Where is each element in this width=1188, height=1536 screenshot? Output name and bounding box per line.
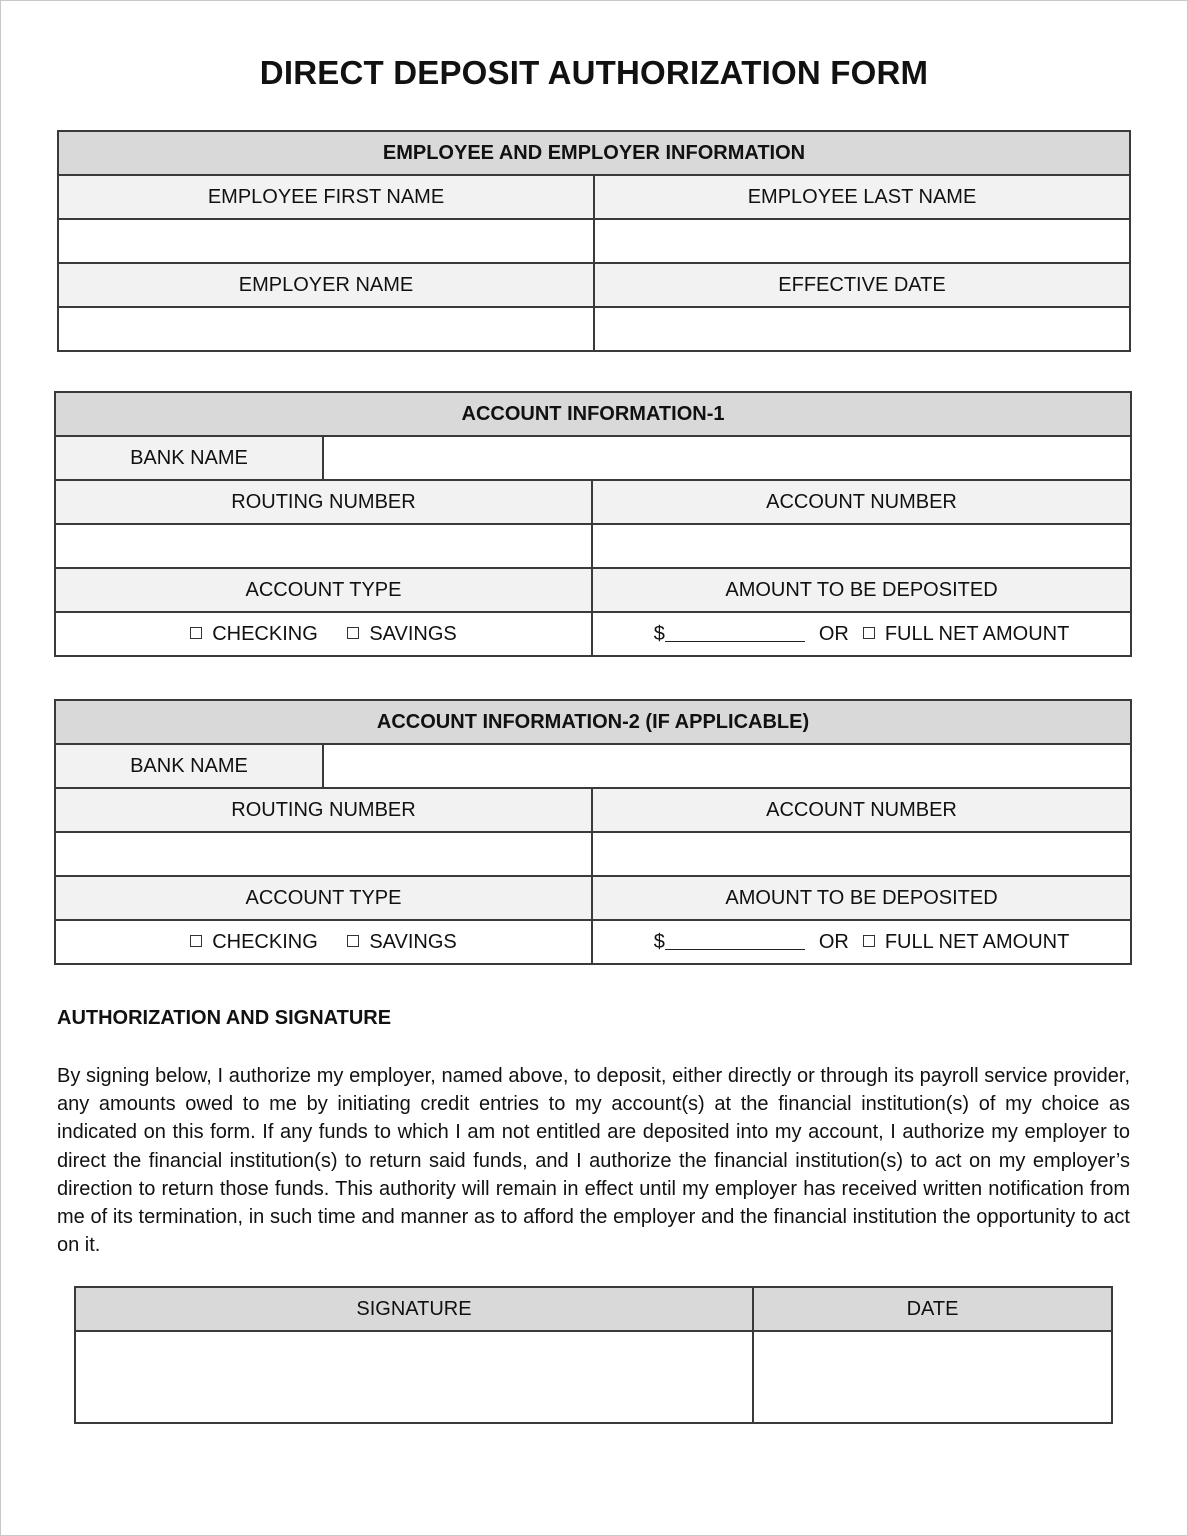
signature-label: SIGNATURE <box>75 1287 753 1331</box>
account-2-savings-label: SAVINGS <box>369 930 457 953</box>
account-2-table <box>54 699 1132 965</box>
date-field[interactable] <box>753 1331 1112 1423</box>
account-1-amount-options <box>592 612 1131 656</box>
account-1-amount-label: AMOUNT TO BE DEPOSITED <box>592 568 1131 612</box>
account-1-full-net-label: FULL NET AMOUNT <box>884 622 1070 645</box>
checkbox-icon[interactable] <box>190 935 202 947</box>
account-2-checking-option[interactable] <box>190 931 318 954</box>
account-2-bank-name-label: BANK NAME <box>55 744 323 788</box>
account-1-bank-name-label: BANK NAME <box>55 436 323 480</box>
account-2-or-label: OR <box>818 930 849 953</box>
account-1-savings-option[interactable] <box>347 623 456 646</box>
account-2-routing-label: ROUTING NUMBER <box>55 788 592 832</box>
checkbox-icon[interactable] <box>347 935 359 947</box>
account-1-account-type-label: ACCOUNT TYPE <box>55 568 592 612</box>
account-1-account-number-field[interactable] <box>592 524 1131 568</box>
account-1-checking-label: CHECKING <box>212 622 318 645</box>
account-2-account-number-label: ACCOUNT NUMBER <box>592 788 1131 832</box>
account-2-routing-field[interactable] <box>55 832 592 876</box>
employee-first-name-label: EMPLOYEE FIRST NAME <box>58 175 594 219</box>
employee-employer-table <box>57 130 1131 352</box>
effective-date-label: EFFECTIVE DATE <box>594 263 1130 307</box>
account-1-heading: ACCOUNT INFORMATION-1 <box>55 392 1131 436</box>
account-1-bank-name-field[interactable] <box>323 436 1131 480</box>
account-2-dollar-sign: $ <box>653 930 665 953</box>
signature-table <box>74 1286 1113 1424</box>
account-1-account-type-options <box>55 612 592 656</box>
checkbox-icon[interactable] <box>863 935 875 947</box>
account-2-account-type-label: ACCOUNT TYPE <box>55 876 592 920</box>
account-1-routing-field[interactable] <box>55 524 592 568</box>
account-2-amount-label: AMOUNT TO BE DEPOSITED <box>592 876 1131 920</box>
checkbox-icon[interactable] <box>863 627 875 639</box>
account-2-amount-options <box>592 920 1131 964</box>
account-2-savings-option[interactable] <box>347 931 456 954</box>
authorization-heading: AUTHORIZATION AND SIGNATURE <box>57 1007 392 1029</box>
account-1-dollar-sign: $ <box>653 622 665 645</box>
account-2-account-number-field[interactable] <box>592 832 1131 876</box>
account-2-heading: ACCOUNT INFORMATION-2 (IF APPLICABLE) <box>55 700 1131 744</box>
account-1-checking-option[interactable] <box>190 623 318 646</box>
account-1-routing-label: ROUTING NUMBER <box>55 480 592 524</box>
checkbox-icon[interactable] <box>347 627 359 639</box>
account-2-checking-label: CHECKING <box>212 930 318 953</box>
employer-name-field[interactable] <box>58 307 594 351</box>
account-2-amount-field[interactable] <box>665 931 805 950</box>
employee-last-name-field[interactable] <box>594 219 1130 263</box>
account-2-full-net-label: FULL NET AMOUNT <box>884 930 1070 953</box>
checkbox-icon[interactable] <box>190 627 202 639</box>
authorization-text: By signing below, I authorize my employer, named above, to deposit, either directly or through its payroll service provider, any amounts owed to me by initiating credit entries to my account(s) at the financial institution(s) of my choice as indicated on this form. If any funds to which I am not entitled are deposited into my account, I authorize my employer to direct the financial institution(s) to return said funds, and I authorize the financial institution(s) to act on my employer’s direction to return those funds. This authority will remain in effect until my employer has received written notification from me of its termination, in such time and manner as to afford the employer and the financial institution the opportunity to act on it. <box>57 1065 1130 1257</box>
employee-last-name-label: EMPLOYEE LAST NAME <box>594 175 1130 219</box>
employer-name-label: EMPLOYER NAME <box>58 263 594 307</box>
account-2-account-type-options <box>55 920 592 964</box>
account-1-or-label: OR <box>818 622 849 645</box>
form-title: DIRECT DEPOSIT AUTHORIZATION FORM <box>259 54 929 91</box>
account-1-amount-field[interactable] <box>665 623 805 642</box>
signature-field[interactable] <box>75 1331 753 1423</box>
employee-section-heading: EMPLOYEE AND EMPLOYER INFORMATION <box>58 131 1130 175</box>
account-1-savings-label: SAVINGS <box>369 622 457 645</box>
account-2-bank-name-field[interactable] <box>323 744 1131 788</box>
account-1-account-number-label: ACCOUNT NUMBER <box>592 480 1131 524</box>
effective-date-field[interactable] <box>594 307 1130 351</box>
date-label: DATE <box>753 1287 1112 1331</box>
employee-first-name-field[interactable] <box>58 219 594 263</box>
account-1-table <box>54 391 1132 657</box>
